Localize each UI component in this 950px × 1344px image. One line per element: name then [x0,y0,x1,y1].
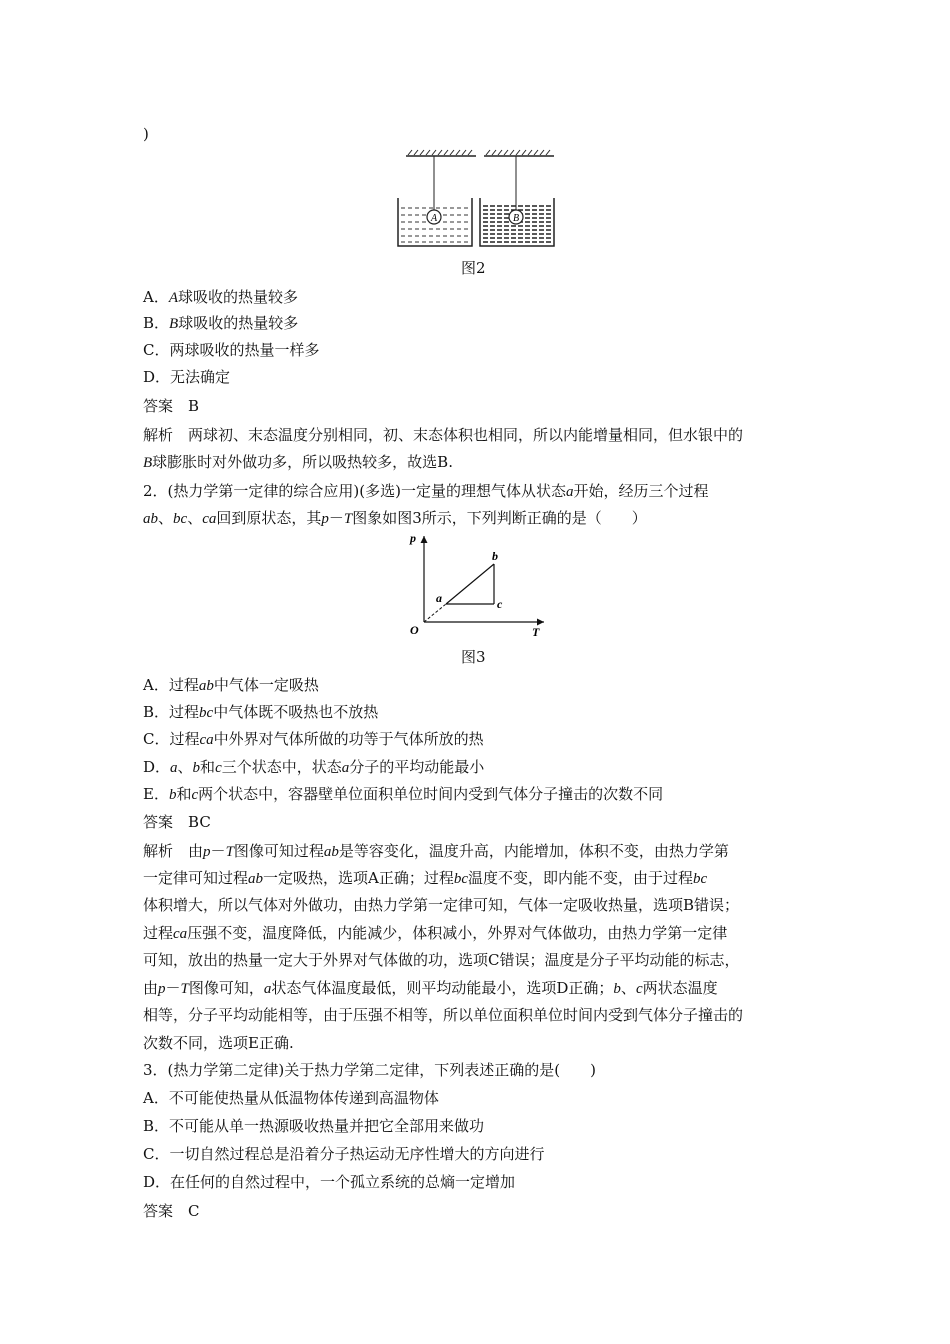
figure-2-beakers [394,148,564,250]
state-label-c: c [497,597,503,611]
q2-option-e: E．b和c两个状态中，容器壁单位面积单位时间内受到气体分子撞击的次数不同 [143,785,664,803]
q1-option-d: D．无法确定 [143,368,231,386]
q2-analysis-line-7: 相等，分子平均动能相等，由于压强不相等，所以单位面积单位时间内受到气体分子撞击的 [143,1006,744,1024]
state-label-a: a [436,591,442,605]
axis-label-p: p [410,531,416,545]
q2-analysis-line-4: 过程ca压强不变，温度降低，内能减少，体积减小，外界对气体做功，由热力学第一定律 [143,924,728,942]
right-beaker [480,198,554,246]
q2-analysis-line-5: 可知，放出的热量一定大于外界对气体做的功，选项C错误；温度是分子平均动能的标志， [143,951,740,969]
q1-option-a: A．A球吸收的热量较多 [143,288,299,306]
figure-3-caption: 图3 [461,648,486,666]
process-ab [446,564,494,604]
q3-answer: 答案 C [143,1202,200,1220]
q2-analysis-line-2: 一定律可知过程ab一定吸热，选项A正确；过程bc温度不变，即内能不变，由于过程bc [143,869,708,887]
left-beaker [398,198,472,246]
q2-option-d: D．a、b和c三个状态中，状态a分子的平均动能最小 [143,758,485,776]
ball-b-label: B [512,213,520,224]
q1-option-c: C．两球吸收的热量一样多 [143,341,320,359]
q1-analysis-line-1: 解析 两球初、末态温度分别相同，初、末态体积也相同，所以内能增量相同，但水银中的 [143,426,744,444]
q1-analysis-line-2: B球膨胀时对外做功多，所以吸热较多，故选B. [143,453,453,471]
q2-option-b: B．过程bc中气体既不吸热也不放热 [143,703,379,721]
q1-option-b: B．B球吸收的热量较多 [143,314,299,332]
right-ceiling-hatch [484,150,554,156]
q2-analysis-line-3: 体积增大，所以气体对外做功，由热力学第一定律可知，气体一定吸收热量，选项B错误； [143,896,740,914]
q3-option-d: D．在任何的自然过程中，一个孤立系统的总熵一定增加 [143,1173,516,1191]
q2-option-a: A．过程ab中气体一定吸热 [143,676,319,694]
q3-option-a: A．不可能使热量从低温物体传递到高温物体 [143,1089,439,1107]
origin-label: O [410,623,419,637]
q2-analysis-line-8: 次数不同，选项E正确. [143,1034,294,1052]
axis-label-T: T [532,625,540,639]
q3-option-b: B．不可能从单一热源吸收热量并把它全部用来做功 [143,1117,485,1135]
extension-dashed-line [424,604,446,622]
q2-stem-line-1: 2．(热力学第一定律的综合应用)(多选)一定量的理想气体从状态a开始，经历三个过程 [143,482,709,500]
q2-analysis-line-1: 解析 由p－T图像可知过程ab是等容变化，温度升高，内能增加，体积不变，由热力学第 [143,842,729,860]
figure-3-pT-graph [402,530,552,640]
figure-2-caption: 图2 [461,259,486,277]
q2-analysis-line-6: 由p－T图像可知，a状态气体温度最低，则平均动能最小，选项D正确；b、c两状态温度 [143,979,718,997]
q3-stem: 3．(热力学第二定律)关于热力学第二定律，下列表述正确的是( ) [143,1061,596,1079]
q1-answer: 答案 B [143,397,200,415]
q2-option-c: C．过程ca中外界对气体所做的功等于气体所放的热 [143,730,484,748]
q3-option-c: C．一切自然过程总是沿着分子热运动无序性增大的方向进行 [143,1145,545,1163]
left-ceiling-hatch [406,150,476,156]
previous-question-fragment: ) [143,125,149,143]
q2-answer: 答案 BC [143,813,211,831]
q2-stem-line-2: ab、bc、ca回到原状态，其p－T图象如图3所示，下列判断正确的是（ ） [143,509,647,527]
ball-a-label: A [430,213,438,224]
state-label-b: b [492,549,498,563]
